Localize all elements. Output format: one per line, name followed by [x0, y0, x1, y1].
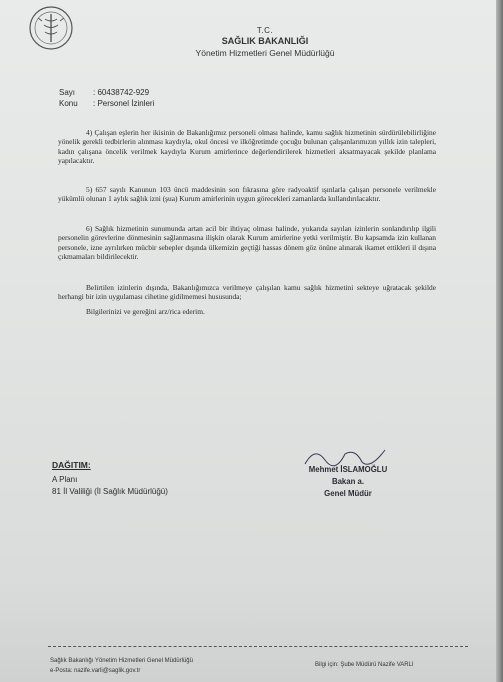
- footer-left-email: e-Posta: nazife.varli@saglik.gov.tr: [50, 668, 141, 674]
- paragraph-5: 5) 657 sayılı Kanunun 103 üncü maddesinin son fıkrasına göre radyoaktif ışınlarla çalışan personele verilmekle yükümlü olunan 1 aylık sağlık izni (şua) Kurum amirlerinin uygun görecekleri zamanlarda kullandırılacaktır.: [58, 185, 436, 204]
- konu-value: : Personel İzinleri: [93, 99, 155, 108]
- meta-sayi: [59, 88, 149, 97]
- signatory-title1: Bakan a.: [331, 477, 365, 486]
- footer-divider: [48, 646, 468, 647]
- signatory-name: Mehmet İSLAMOĞLU: [308, 465, 388, 474]
- header-directorate: Yönetim Hizmetleri Genel Müdürlüğü: [195, 48, 335, 58]
- header-ministry: SAĞLIK BAKANLIĞI: [221, 36, 309, 46]
- distribution-line2: 81 İl Valiliği (İl Sağlık Müdürlüğü): [52, 487, 168, 496]
- paragraph-regards: Bilgilerinizi ve gereğini arz/rica ederim.: [86, 307, 205, 316]
- paragraph-6: 6) Sağlık hizmetinin sunumunda artan acil bir ihtiyaç olması halinde, yukarıda sayılan izinlerin sonlandırılıp ilgili personelin görevlerine dönmesinin sağlanmasına ilişkin olarak Kurum amirlerine yetki verilmiştir. Bu kapsamda izin kullanan personele, izne ayrılırken mücbir sebepler dışında ülkemizin geçtiği hassas dönem göz önüne alınarak ikamet ettikleri il dışına çıkmamaları bildirilecektir.: [58, 224, 436, 261]
- header-tc: T.C.: [256, 26, 274, 35]
- distribution-line1: A Planı: [52, 475, 78, 484]
- sayi-label: Sayı: [59, 88, 76, 97]
- paragraph-closing: Belirtilen izinlerin dışında, Bakanlığımızca verilmeye çalışılan kamu sağlık hizmetini sekteye uğratacak şekilde herhangi bir izin uygulaması cihetine gidilmemesi hususunda;: [58, 283, 436, 302]
- konu-label: Konu: [59, 99, 78, 108]
- distribution-title: DAĞITIM:: [52, 460, 91, 470]
- page-edge-shadow: [496, 0, 503, 682]
- signatory-title2: Genel Müdür: [324, 489, 372, 498]
- footer-right-info: Bilgi için: Şube Müdürü Nazife VARLI: [315, 662, 414, 668]
- footer-left-address: Sağlık Bakanlığı Yönetim Hizmetleri Genel Müdürlüğü: [50, 658, 193, 664]
- paragraph-4: 4) Çalışan eşlerin her ikisinin de Bakanlığımız personeli olması halinde, kamu sağlık hizmetinin sürdürülebilirliğine yönelik gerekli tedbirlerin alınması kaydıyla, okul öncesi ve ilköğretimde çocuğu bulunan çalışanlarımızın yıllık izin talepleri, kadın çalışana öncelik verilmek kaydıyla Kurum amirlerince değerlendirilerek hizmetleri aksatmayacak şekilde planlama yapılacaktır.: [58, 128, 436, 165]
- sayi-value: : 60438742-929: [93, 88, 150, 97]
- meta-konu: [59, 99, 154, 108]
- ministry-seal-icon: [28, 5, 74, 51]
